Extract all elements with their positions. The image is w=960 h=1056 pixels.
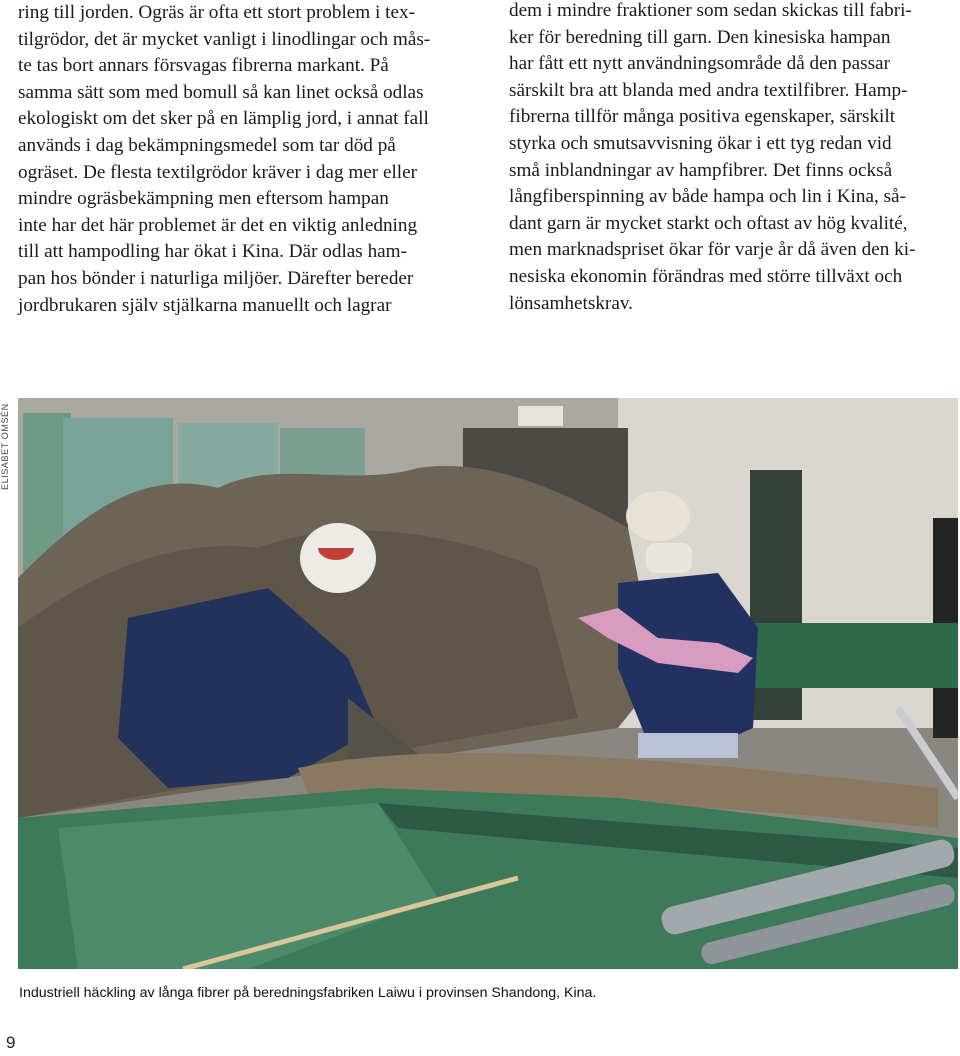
- page-number: 9: [6, 1033, 16, 1052]
- factory-photo: [18, 398, 958, 969]
- photo-caption: Industriell häckling av långa fibrer på beredningsfabriken Laiwu i provinsen Shandong, Kina.: [19, 985, 597, 1001]
- photo-credit: ELISABET OMSÉN: [0, 403, 10, 490]
- hemp-hackling-illustration: [18, 398, 958, 969]
- text-column-right: dem i mindre fraktioner som sedan skickas till fabri- ker för beredning till garn. Den kinesiska hampan har fått ett nytt användningsområde då den passar särskilt bra att blanda med andra textilfibrer. Hamp- fibrerna tillför många positiva egenskaper, särskilt styrka och smutsavvisning ökar i ett tyg redan vid små inblandningar av hampfibrer. Det finns också långfiberspinning av både hampa och lin i Kina, så- dant garn är mycket starkt och oftast av hög kvalité, men marknadspriset ökar för varje år då även den ki- nesiska ekonomin förändras med större tillväxt och lönsamhetskrav.: [509, 0, 916, 314]
- text-column-left: ring till jorden. Ogräs är ofta ett stort problem i tex- tilgrödor, det är mycket vanligt i linodlingar och mås- te tas bort annars försvagas fibrerna markant. På samma sätt som med bomull så kan linet också odlas ekologiskt om det sker på en lämplig jord, i annat fall används i dag bekämpningsmedel som tar död på ogräset. De flesta textilgrödor kräver i dag mer eller mindre ogräsbekämpning men eftersom hampan inte har det här problemet är det en viktig anledning till att hampodling har ökat i Kina. Där odlas ham- pan hos bönder i naturliga miljöer. Därefter bereder jordbrukaren själv stjälkarna manuellt och lagrar: [18, 2, 431, 316]
